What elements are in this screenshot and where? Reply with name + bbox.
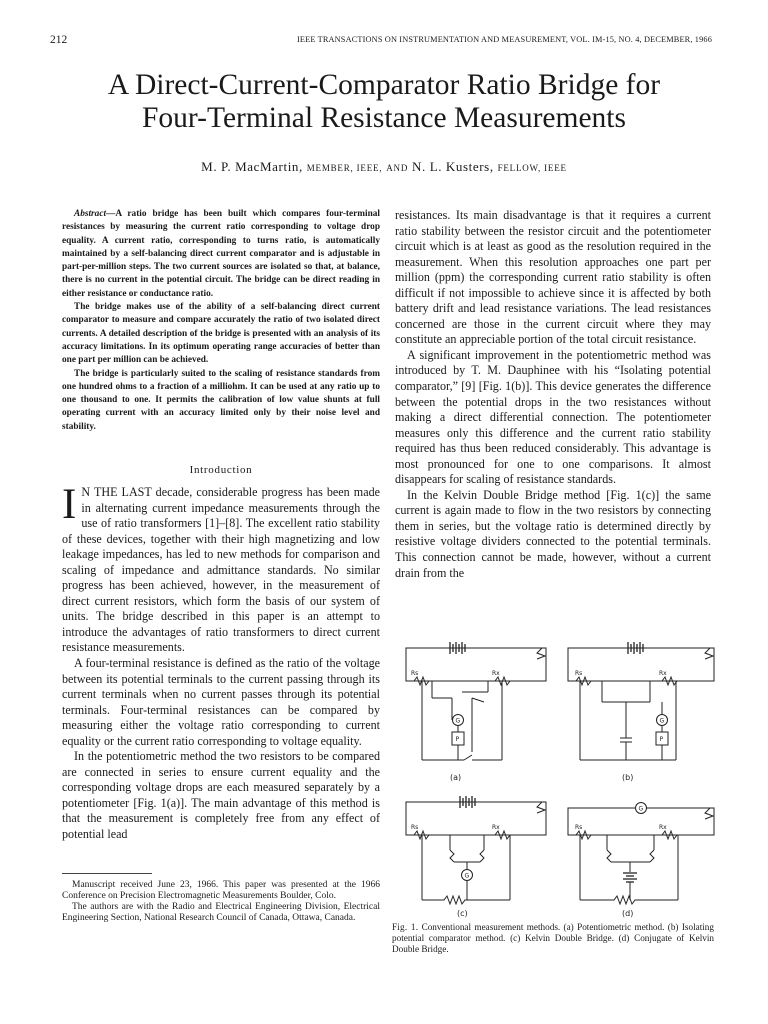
panel-d-circuit xyxy=(568,803,714,905)
panel-label-b: (b) xyxy=(622,773,634,782)
label-g: G xyxy=(659,717,665,725)
abstract-paragraph-1: Abstract—A ratio bridge has been built which compares four-terminal resistances by measuring the current ratio corresponding to voltage drop equality. A current ratio, corresponding to turns ratio, is automatically maintained by a self-balancing direct current comparator and is adjustable in part-per-million steps. The two current sources are isolated so that, at balance, there is no current in the potential circuit. The bridge can be direct reading in either resistance or conductance ratio. xyxy=(62,209,380,299)
author-2: N. L. Kusters, xyxy=(412,159,494,174)
panel-label-a: (a) xyxy=(450,773,462,782)
intro-paragraph-3: In the potentiometric method the two resistors to be compared are connected in series to ensure current equality and the corresponding voltage drops are each measured separately by a potentiometer [Fig. 1(a)]. The main advantage of this method is that the measurement is completely free from any effect of potential lead xyxy=(62,749,380,842)
paper-title xyxy=(40,69,728,135)
panel-b-circuit xyxy=(568,642,714,760)
label-p: P xyxy=(659,736,664,743)
abstract-label: Abstract xyxy=(74,209,107,219)
intro-lead: N THE LAST xyxy=(81,485,152,499)
label-rx: Rx xyxy=(659,824,667,831)
abstract xyxy=(62,208,380,434)
abstract-paragraph-2: The bridge makes use of the ability of a self-balancing direct current comparator to measure and compare accurately the ratio of two isolated direct currents. A detailed description of the bridge is presented with an analysis of its accuracy limitations. In its optimum operating range accuracies of better than one part per million can be achieved. xyxy=(62,302,380,366)
rheostat-icon xyxy=(705,808,713,819)
title-line-1: A Direct-Current-Comparator Ratio Bridge for xyxy=(107,69,661,101)
introduction-text xyxy=(62,481,380,843)
figure-1-circuits xyxy=(392,640,722,922)
author-2-affiliation: FELLOW, IEEE xyxy=(497,163,567,173)
title-line-2: Four-Terminal Resistance Measurements xyxy=(142,102,626,134)
footnote-rule xyxy=(62,873,152,874)
right-column-text xyxy=(395,208,711,581)
label-p: P xyxy=(455,736,460,743)
figure-caption xyxy=(392,922,714,955)
label-g: G xyxy=(638,805,644,813)
footnote-received: Manuscript received June 23, 1966. This paper was presented at the 1966 Conference on Precision Electromagnetic Measurements Boulder, Colo. xyxy=(62,880,380,901)
page-number: 212 xyxy=(50,34,68,46)
rheostat-icon xyxy=(705,648,713,659)
abstract-paragraph-3: The bridge is particularly suited to the scaling of resistance standards from one hundred ohms to a fraction of a milliohm. It can be used at any ratio up to one thousand to one. It permits the calibration of low value shunts at full operating current with an accuracy limited only by their noise level and stability. xyxy=(62,368,380,432)
label-rx: Rx xyxy=(492,824,500,831)
label-rx: Rx xyxy=(492,670,500,677)
label-g: G xyxy=(464,872,470,880)
label-rx: Rx xyxy=(659,670,667,677)
intro-paragraph-2: A four-terminal resistance is defined as the ratio of the voltage between its potential terminals to the current passing through its current terminals when no current passes through its potential terminals. Four-terminal resistances can be compared by measuring either the voltage ratio corresponding to current equality or the current ratio corresponding to voltage equality. xyxy=(62,656,380,748)
panel-label-d: (d) xyxy=(622,909,634,918)
drop-cap: I xyxy=(62,481,77,528)
figure-caption-text: Conventional measurement methods. (a) Potentiometric method. (b) Isolating potential comparator method. (c) Kelvin Double Bridge. (d) Conjugate of Kelvin Double Bridge. xyxy=(392,922,714,954)
section-heading-introduction: Introduction xyxy=(189,464,253,476)
footnote xyxy=(62,880,380,924)
panel-c-circuit xyxy=(406,796,546,904)
author-conjunction: AND xyxy=(386,163,409,173)
running-header: IEEE TRANSACTIONS ON INSTRUMENTATION AND MEASUREMENT, VOL. IM-15, NO. 4, DECEMBER, 1966 xyxy=(296,35,712,44)
author-1: M. P. MacMartin, xyxy=(201,159,303,174)
label-rs: Rs xyxy=(575,824,583,831)
label-g: G xyxy=(455,717,461,725)
panel-label-c: (c) xyxy=(457,909,468,918)
author-line xyxy=(40,159,728,175)
panel-a-circuit xyxy=(406,642,546,760)
author-1-affiliation: MEMBER, IEEE, xyxy=(306,163,383,173)
right-paragraph-3: In the Kelvin Double Bridge method [Fig. 1(c)] the same current is again made to flow in the two resistors by connecting them in series, but the voltage ratio is determined directly by resistive voltage dividers connected to the potential terminals. This connection cannot be made, however, without a current drain from the xyxy=(395,487,711,580)
label-rs: Rs xyxy=(411,824,419,831)
right-paragraph-1: resistances. Its main disadvantage is that it requires a current ratio stability between the resistor circuit and the potentiometer circuit which is at least as good as the resolution required in the measurement. When this resolution approaches one part per million (ppm) the corresponding current ratio stability is often difficult if not impossible to achieve since it is affected by both battery drift and lead resistance variations. The lead resistances concerned are those in the current circuit where they may constitute an appreciable portion of the total circuit resistance. xyxy=(395,208,711,347)
intro-paragraph-1: I N THE LAST decade, considerable progress has been made in alternating current impedance measurements through the use of ratio transformers [1]–[8]. The excellent ratio stability of these devices, together with their high magnetizing and low leakage impedances, has led to new methods for comparison and scaling of impedance and admittance standards. No similar progress has been achieved, however, in the measurement of direct current resistors, which form the basis of our system of units. The bridge described in this paper is an attempt to introduce the advantages of ratio transformers to direct current resistance measurements. xyxy=(62,481,380,655)
footnote-affiliation: The authors are with the Radio and Electrical Engineering Division, Electrical Engineering Section, National Research Council of Canada, Ottawa, Canada. xyxy=(62,902,380,923)
figure-label: Fig. 1. xyxy=(392,922,419,932)
label-rs: Rs xyxy=(575,670,583,677)
right-paragraph-2: A significant improvement in the potentiometric method was introduced by T. M. Dauphinee with his “Isolating potential comparator,” [9] [Fig. 1(b)]. This device generates the difference between the potential drops in the two resistances without making a direct differential connection. The potentiometer measures only this difference and the current ratio stability required has thus been reduced considerably. This advantage is most pronounced for one to one comparisons. It almost disappears for scaling of resistance standards. xyxy=(395,347,711,487)
battery-icon xyxy=(623,873,637,882)
label-rs: Rs xyxy=(411,670,419,677)
rheostat-icon xyxy=(537,802,545,813)
rheostat-icon xyxy=(537,648,545,659)
